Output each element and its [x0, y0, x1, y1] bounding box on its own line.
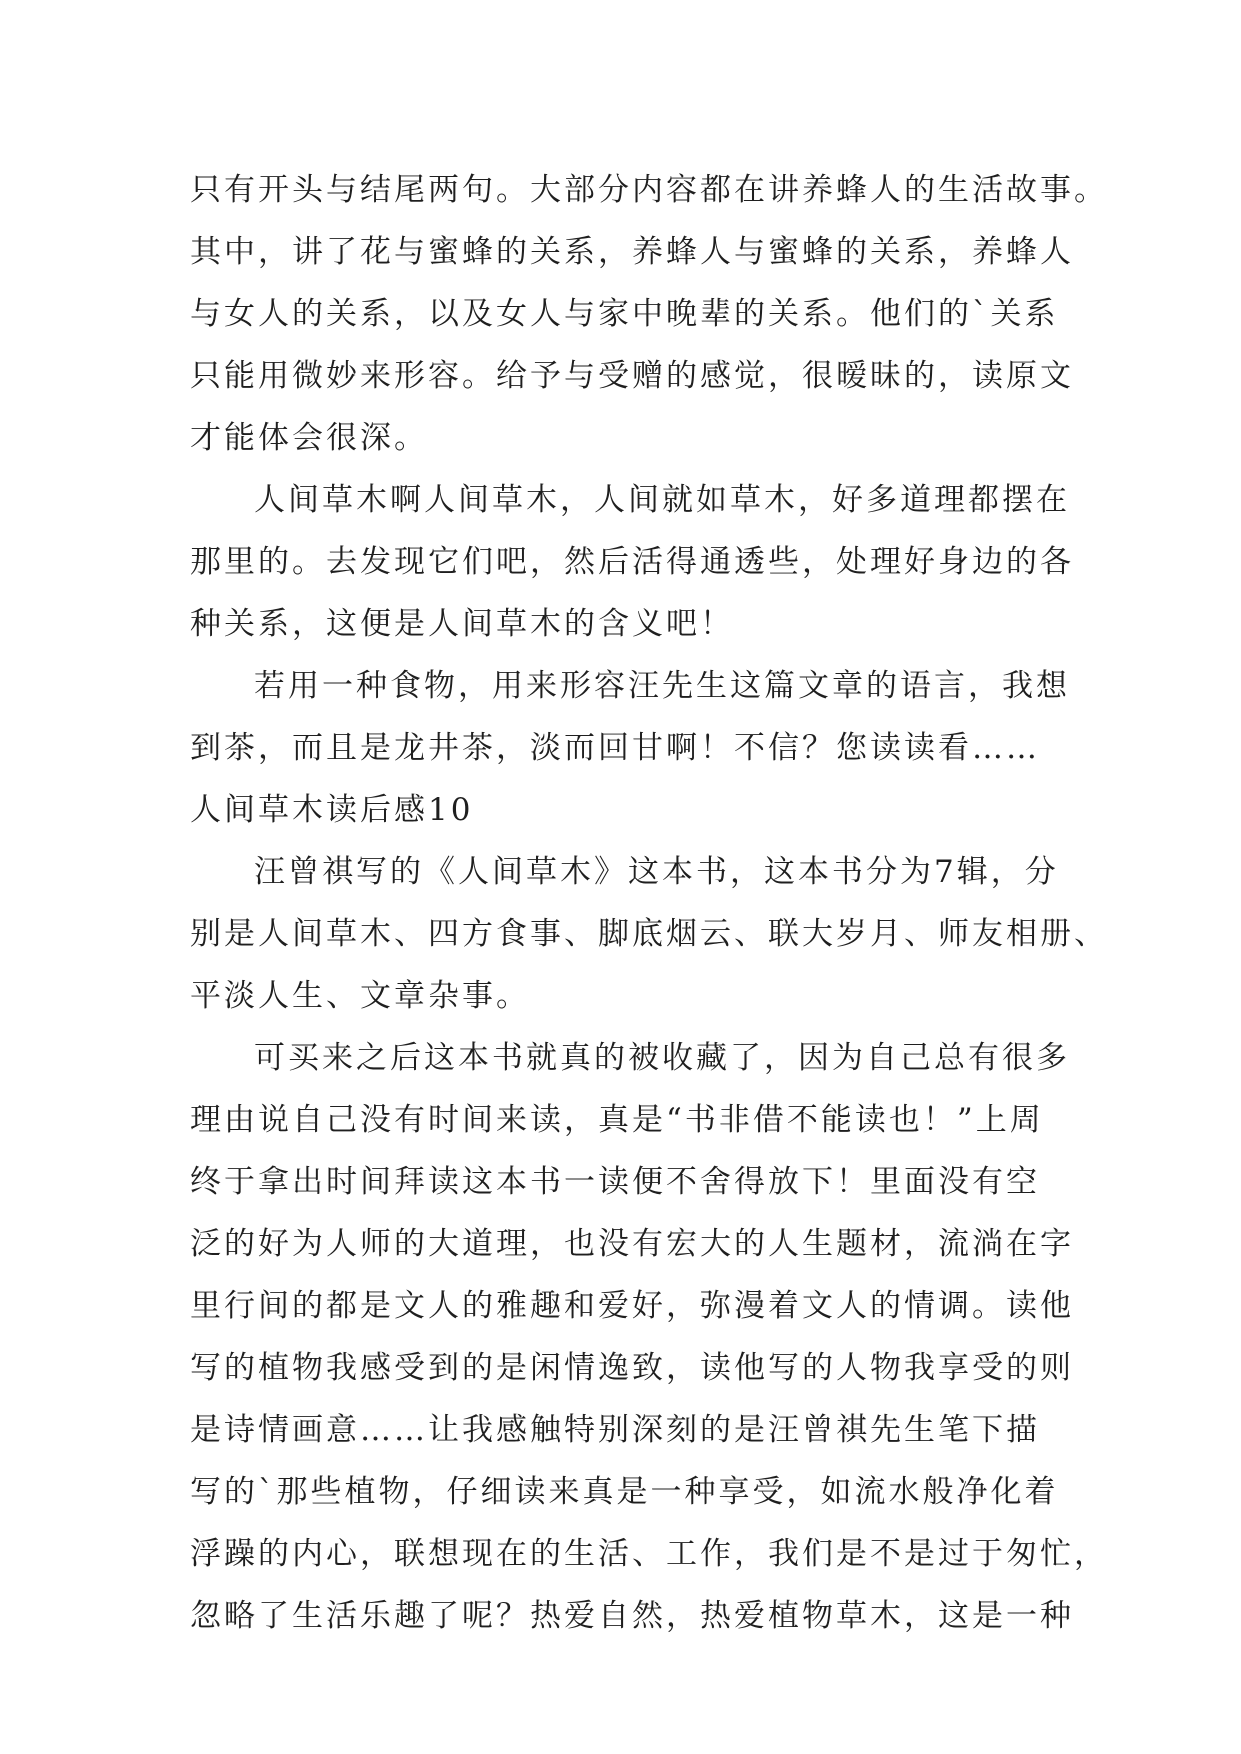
text-line: 其中，讲了花与蜜蜂的关系，养蜂人与蜜蜂的关系，养蜂人: [190, 234, 1074, 270]
text-line: 泛的好为人师的大道理，也没有宏大的人生题材，流淌在字: [190, 1226, 1074, 1262]
text-line: 种关系，这便是人间草木的含义吧！: [190, 606, 734, 642]
text-line: 浮躁的内心，联想现在的生活、工作，我们是不是过于匆忙，: [190, 1536, 1108, 1572]
paragraph-first-line: 若用一种食物，用来形容汪先生这篇文章的语言，我想: [254, 668, 1070, 704]
paragraph-first-line: 人间草木啊人间草木，人间就如草木，好多道理都摆在: [254, 482, 1070, 518]
text-line: 理由说自己没有时间来读，真是“书非借不能读也！”上周: [190, 1102, 1044, 1138]
text-line: 忽略了生活乐趣了呢？热爱自然，热爱植物草木，这是一种: [190, 1598, 1074, 1634]
text-line: 写的`那些植物，仔细读来真是一种享受，如流水般净化着: [190, 1474, 1059, 1510]
text-line: 到茶，而且是龙井茶，淡而回甘啊！不信？您读读看……: [190, 730, 1040, 766]
paragraph-first-line: 汪曾祺写的《人间草木》这本书，这本书分为7辑，分: [254, 854, 1059, 890]
section-heading: 人间草木读后感10: [190, 792, 474, 828]
paragraph-first-line: 可买来之后这本书就真的被收藏了，因为自己总有很多: [254, 1040, 1070, 1076]
text-line: 那里的。去发现它们吧，然后活得通透些，处理好身边的各: [190, 544, 1074, 580]
text-line: 只有开头与结尾两句。大部分内容都在讲养蜂人的生活故事。: [190, 172, 1108, 208]
document-body: [190, 159, 1120, 1647]
text-line: 才能体会很深。: [190, 420, 428, 456]
text-line: 写的植物我感受到的是闲情逸致，读他写的人物我享受的则: [190, 1350, 1074, 1386]
text-line: 别是人间草木、四方食事、脚底烟云、联大岁月、师友相册、: [190, 916, 1108, 952]
text-line: 终于拿出时间拜读这本书一读便不舍得放下！里面没有空: [190, 1164, 1040, 1200]
text-line: 里行间的都是文人的雅趣和爱好，弥漫着文人的情调。读他: [190, 1288, 1074, 1324]
text-line: 是诗情画意……让我感触特别深刻的是汪曾祺先生笔下描: [190, 1412, 1040, 1448]
text-line: 与女人的关系，以及女人与家中晚辈的关系。他们的`关系: [190, 296, 1059, 332]
text-line: 平淡人生、文章杂事。: [190, 978, 530, 1014]
text-line: 只能用微妙来形容。给予与受赠的感觉，很暧昧的，读原文: [190, 358, 1074, 394]
